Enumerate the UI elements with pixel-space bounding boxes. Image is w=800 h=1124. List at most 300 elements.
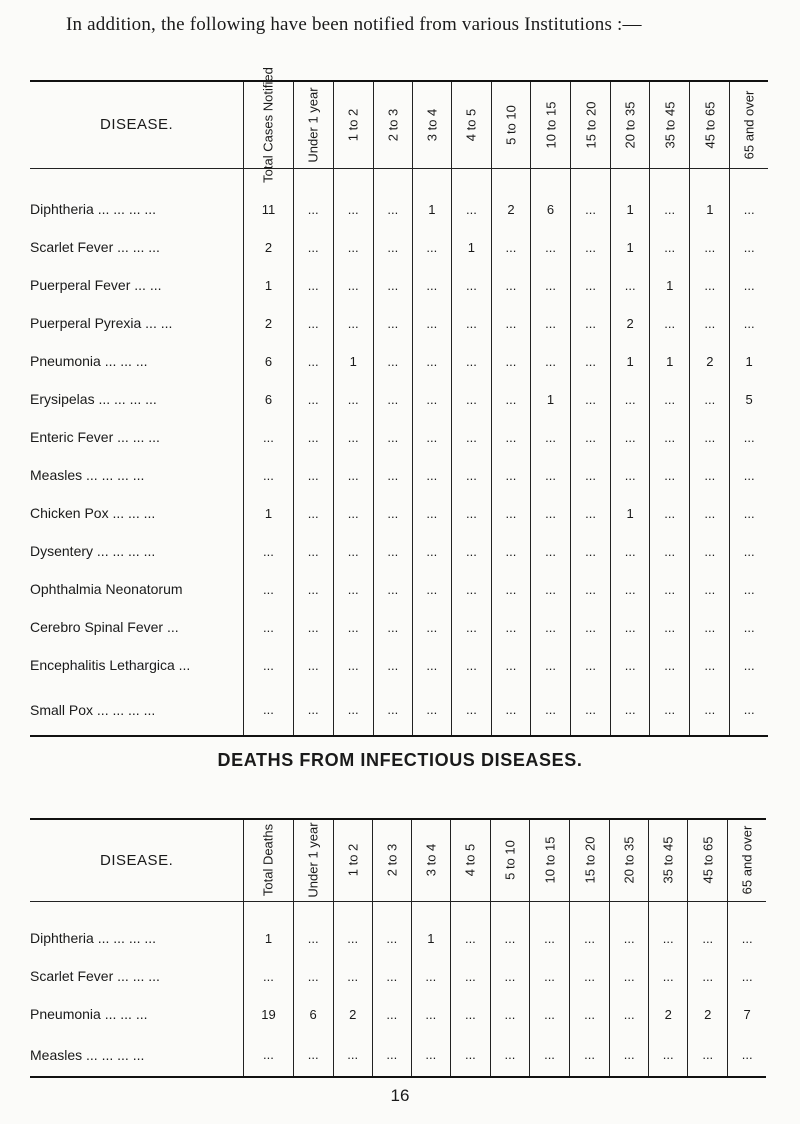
column-header bbox=[649, 819, 688, 901]
table-cell: ... bbox=[530, 304, 570, 342]
table-cell: ... bbox=[571, 304, 611, 342]
table-cell: ... bbox=[530, 570, 570, 608]
disease-name: Measles ... ... ... ... bbox=[30, 1033, 244, 1077]
table-cell: ... bbox=[412, 570, 451, 608]
table-cell: 1 bbox=[611, 494, 650, 532]
column-header-label: 65 and over bbox=[739, 825, 755, 895]
table-cell: ... bbox=[450, 901, 490, 957]
table-row bbox=[30, 957, 766, 995]
disease-name: Pneumonia ... ... ... bbox=[30, 353, 148, 369]
disease-name: Erysipelas ... ... ... ... bbox=[30, 391, 157, 407]
table-cell: ... bbox=[293, 228, 333, 266]
column-header bbox=[530, 81, 570, 168]
table-row bbox=[30, 266, 768, 304]
column-header-label: Total Deaths bbox=[260, 824, 276, 897]
disease-name: Pneumonia ... ... ... bbox=[30, 1006, 148, 1022]
table-cell: ... bbox=[610, 995, 649, 1033]
table-cell: ... bbox=[491, 228, 530, 266]
table-row bbox=[30, 456, 768, 494]
table-cell: ... bbox=[412, 532, 451, 570]
disease-name: Puerperal Fever ... ... bbox=[30, 277, 162, 293]
table-cell: ... bbox=[730, 494, 768, 532]
disease-name: Scarlet Fever ... ... ... bbox=[30, 968, 160, 984]
table-cell: ... bbox=[244, 646, 293, 684]
table-cell: ... bbox=[293, 266, 333, 304]
table-cell: ... bbox=[530, 532, 570, 570]
column-header-label: 35 to 45 bbox=[660, 836, 676, 884]
table-cell: ... bbox=[570, 1033, 610, 1077]
table-cell: ... bbox=[373, 532, 412, 570]
column-header bbox=[728, 819, 766, 901]
table-cell: ... bbox=[649, 901, 688, 957]
table-cell: ... bbox=[570, 995, 610, 1033]
table-row bbox=[30, 494, 768, 532]
column-header-label: 2 to 3 bbox=[385, 108, 401, 142]
table-cell: ... bbox=[690, 494, 730, 532]
column-header-label: 35 to 45 bbox=[662, 101, 678, 149]
table-row bbox=[30, 570, 768, 608]
table-cell: ... bbox=[451, 418, 491, 456]
table-row bbox=[30, 304, 768, 342]
table-cell: ... bbox=[451, 304, 491, 342]
table-cell: ... bbox=[293, 901, 333, 957]
column-header-label: 20 to 35 bbox=[622, 101, 638, 149]
table-cell: ... bbox=[690, 418, 730, 456]
table-cell: ... bbox=[650, 456, 690, 494]
table-cell: 2 bbox=[690, 342, 730, 380]
table-cell: ... bbox=[333, 228, 373, 266]
table-cell: ... bbox=[650, 608, 690, 646]
table-row bbox=[30, 646, 768, 684]
column-header-label: 15 to 20 bbox=[583, 101, 599, 149]
table-cell: ... bbox=[690, 684, 730, 736]
column-header-label: Total Cases Notified bbox=[260, 66, 276, 183]
table-cell: ... bbox=[412, 228, 451, 266]
table-cell: ... bbox=[650, 646, 690, 684]
table-cell: ... bbox=[611, 684, 650, 736]
table-cell: 1 bbox=[411, 901, 450, 957]
table-cell: 1 bbox=[530, 380, 570, 418]
table-cell: ... bbox=[491, 684, 530, 736]
table-cell: ... bbox=[293, 494, 333, 532]
table-cell: ... bbox=[333, 957, 372, 995]
table-cell: ... bbox=[412, 456, 451, 494]
table-row bbox=[30, 342, 768, 380]
table-cell: ... bbox=[530, 608, 570, 646]
table-cell: ... bbox=[333, 380, 373, 418]
table-cell: ... bbox=[530, 684, 570, 736]
column-header bbox=[333, 819, 372, 901]
table-cell: ... bbox=[244, 456, 293, 494]
table-cell: ... bbox=[730, 304, 768, 342]
table-cell: ... bbox=[373, 418, 412, 456]
table-row bbox=[30, 995, 766, 1033]
table-cell: ... bbox=[244, 570, 293, 608]
table-cell: ... bbox=[333, 608, 373, 646]
table-cell: ... bbox=[570, 901, 610, 957]
table-cell: ... bbox=[611, 380, 650, 418]
table-cell: ... bbox=[373, 608, 412, 646]
table-cell: 2 bbox=[244, 304, 293, 342]
column-header bbox=[333, 81, 373, 168]
table-cell: 6 bbox=[293, 995, 333, 1033]
disease-column-header: DISEASE. bbox=[100, 116, 174, 134]
deaths-section-title: DEATHS FROM INFECTIOUS DISEASES. bbox=[217, 750, 583, 770]
disease-name: Diphtheria ... ... ... ... bbox=[30, 930, 157, 947]
column-header bbox=[244, 819, 293, 901]
column-header bbox=[372, 819, 411, 901]
table-cell: ... bbox=[490, 957, 529, 995]
table-cell: ... bbox=[244, 418, 293, 456]
table-cell: ... bbox=[530, 456, 570, 494]
table-cell: ... bbox=[412, 266, 451, 304]
table-cell: ... bbox=[412, 304, 451, 342]
table-cell: ... bbox=[571, 608, 611, 646]
table-cell: ... bbox=[333, 570, 373, 608]
table-cell: ... bbox=[611, 570, 650, 608]
table-cell: ... bbox=[570, 957, 610, 995]
table-cell: ... bbox=[293, 570, 333, 608]
table-cell: 1 bbox=[650, 266, 690, 304]
table-cell: ... bbox=[571, 684, 611, 736]
table-cell: ... bbox=[451, 570, 491, 608]
table-cell: ... bbox=[293, 608, 333, 646]
table-cell: ... bbox=[530, 266, 570, 304]
column-header-label: 10 to 15 bbox=[543, 101, 559, 149]
column-header bbox=[411, 819, 450, 901]
table-cell: ... bbox=[412, 418, 451, 456]
table-cell: ... bbox=[730, 608, 768, 646]
column-header-label: Under 1 year bbox=[305, 822, 321, 898]
table-cell: ... bbox=[690, 532, 730, 570]
column-header bbox=[688, 819, 728, 901]
column-header bbox=[730, 81, 768, 168]
table-cell: 2 bbox=[649, 995, 688, 1033]
table-cell: ... bbox=[730, 684, 768, 736]
table-cell: ... bbox=[688, 901, 728, 957]
table-cell: ... bbox=[491, 304, 530, 342]
table-cell: ... bbox=[451, 684, 491, 736]
table-cell: ... bbox=[490, 1033, 529, 1077]
table-cell: ... bbox=[451, 646, 491, 684]
column-header bbox=[611, 81, 650, 168]
table-cell: 1 bbox=[244, 266, 293, 304]
table-cell: ... bbox=[373, 228, 412, 266]
table-cell: ... bbox=[373, 380, 412, 418]
table-cell: ... bbox=[244, 957, 293, 995]
table-cell: ... bbox=[293, 646, 333, 684]
table-cell: ... bbox=[491, 418, 530, 456]
column-header bbox=[293, 81, 333, 168]
column-header-label: 1 to 2 bbox=[345, 108, 361, 142]
column-header-label: Under 1 year bbox=[305, 87, 321, 163]
table-cell: ... bbox=[491, 532, 530, 570]
table-cell: ... bbox=[730, 266, 768, 304]
column-header-label: 45 to 65 bbox=[700, 836, 716, 884]
table-cell: ... bbox=[650, 684, 690, 736]
table-row bbox=[30, 228, 768, 266]
table-cell: 1 bbox=[451, 228, 491, 266]
table-cell: ... bbox=[333, 456, 373, 494]
table-cell: ... bbox=[571, 342, 611, 380]
table-cell: ... bbox=[333, 168, 373, 228]
column-header-label: 45 to 65 bbox=[702, 101, 718, 149]
table-cell: ... bbox=[373, 168, 412, 228]
disease-name: Scarlet Fever ... ... ... bbox=[30, 239, 160, 255]
table-cell: 2 bbox=[244, 228, 293, 266]
table-cell: ... bbox=[728, 901, 766, 957]
table-cell: ... bbox=[530, 494, 570, 532]
table-cell: ... bbox=[373, 456, 412, 494]
column-header bbox=[490, 819, 529, 901]
table-row bbox=[30, 532, 768, 570]
table-row bbox=[30, 684, 768, 736]
table-cell: ... bbox=[610, 957, 649, 995]
column-header-label: 2 to 3 bbox=[384, 843, 400, 877]
table-cell: ... bbox=[412, 380, 451, 418]
table-cell: 1 bbox=[244, 494, 293, 532]
table-cell: 2 bbox=[611, 304, 650, 342]
table-cell: ... bbox=[530, 418, 570, 456]
table-cell: 1 bbox=[611, 228, 650, 266]
column-header-label: 1 to 2 bbox=[345, 843, 361, 877]
table-cell: ... bbox=[490, 901, 529, 957]
table-cell: ... bbox=[293, 380, 333, 418]
table-cell: 6 bbox=[530, 168, 570, 228]
disease-name: Enteric Fever ... ... ... bbox=[30, 429, 160, 445]
table-cell: ... bbox=[571, 456, 611, 494]
table-cell: ... bbox=[491, 494, 530, 532]
column-header-label: 4 to 5 bbox=[463, 108, 479, 142]
table-cell: ... bbox=[293, 532, 333, 570]
table-cell: ... bbox=[571, 380, 611, 418]
table-cell: 1 bbox=[611, 342, 650, 380]
table-cell: ... bbox=[491, 342, 530, 380]
table-cell: ... bbox=[293, 168, 333, 228]
column-header-label: 3 to 4 bbox=[423, 843, 439, 877]
table-cell: 7 bbox=[728, 995, 766, 1033]
table-cell: ... bbox=[451, 168, 491, 228]
table-cell: 1 bbox=[730, 342, 768, 380]
table-cell: ... bbox=[333, 684, 373, 736]
table-cell: ... bbox=[293, 304, 333, 342]
table-cell: ... bbox=[688, 957, 728, 995]
table-cell: 1 bbox=[650, 342, 690, 380]
page-number: 16 bbox=[390, 1086, 410, 1105]
disease-name: Measles ... ... ... ... bbox=[30, 467, 145, 483]
table-cell: 2 bbox=[688, 995, 728, 1033]
table-cell: ... bbox=[451, 532, 491, 570]
table-cell: ... bbox=[571, 570, 611, 608]
table-row bbox=[30, 1033, 766, 1077]
table-cell: ... bbox=[490, 995, 529, 1033]
table-cell: 1 bbox=[412, 168, 451, 228]
table-cell: ... bbox=[333, 646, 373, 684]
column-header bbox=[610, 819, 649, 901]
table-cell: ... bbox=[372, 901, 411, 957]
table-cell: ... bbox=[372, 957, 411, 995]
table-cell: ... bbox=[333, 1033, 372, 1077]
table-cell: ... bbox=[411, 995, 450, 1033]
column-header-label: 10 to 15 bbox=[542, 836, 557, 884]
table-cell: ... bbox=[690, 456, 730, 494]
table-cell: ... bbox=[650, 380, 690, 418]
table-cell: ... bbox=[373, 570, 412, 608]
table-cell: ... bbox=[690, 570, 730, 608]
table-cell: ... bbox=[491, 266, 530, 304]
table-cell: ... bbox=[650, 570, 690, 608]
table-cell: 5 bbox=[730, 380, 768, 418]
column-header bbox=[373, 81, 412, 168]
table-cell: ... bbox=[412, 608, 451, 646]
table-cell: ... bbox=[730, 418, 768, 456]
table-cell: ... bbox=[690, 304, 730, 342]
table-cell: ... bbox=[373, 266, 412, 304]
table-cell: ... bbox=[451, 342, 491, 380]
table-cell: ... bbox=[373, 342, 412, 380]
table-cell: ... bbox=[412, 646, 451, 684]
table-cell: ... bbox=[293, 418, 333, 456]
disease-name: Encephalitis Lethargica ... bbox=[30, 657, 191, 673]
table-cell: ... bbox=[412, 684, 451, 736]
table-cell: ... bbox=[571, 266, 611, 304]
table-row bbox=[30, 608, 768, 646]
column-header-label: 5 to 10 bbox=[502, 840, 518, 881]
column-header bbox=[529, 819, 569, 901]
table-cell: ... bbox=[450, 957, 490, 995]
table-cell: ... bbox=[530, 342, 570, 380]
table-cell: ... bbox=[571, 532, 611, 570]
table-cell: ... bbox=[728, 1033, 766, 1077]
table-cell: ... bbox=[373, 494, 412, 532]
column-header bbox=[570, 819, 610, 901]
table-cell: ... bbox=[690, 228, 730, 266]
intro-text: In addition, the following have been notified from various Institutions :— bbox=[66, 14, 642, 35]
table-cell: ... bbox=[529, 957, 569, 995]
table-cell: ... bbox=[529, 901, 569, 957]
table-row bbox=[30, 380, 768, 418]
disease-name: Diphtheria ... ... ... ... bbox=[30, 201, 157, 218]
disease-name: Cerebro Spinal Fever ... bbox=[30, 619, 179, 635]
table-cell: ... bbox=[244, 532, 293, 570]
table-cell: ... bbox=[293, 957, 333, 995]
disease-name: Small Pox ... ... ... ... bbox=[30, 684, 244, 736]
table-cell: ... bbox=[571, 228, 611, 266]
table-row bbox=[30, 168, 768, 228]
table-cell: ... bbox=[611, 266, 650, 304]
table-cell: ... bbox=[649, 1033, 688, 1077]
disease-column-header: DISEASE. bbox=[100, 851, 174, 869]
column-header-label: 20 to 35 bbox=[621, 836, 637, 884]
table-row bbox=[30, 901, 766, 957]
table-cell: ... bbox=[730, 456, 768, 494]
column-header bbox=[451, 81, 491, 168]
table-cell: 6 bbox=[244, 342, 293, 380]
table-cell: ... bbox=[529, 1033, 569, 1077]
table-cell: 2 bbox=[491, 168, 530, 228]
table-cell: ... bbox=[451, 494, 491, 532]
table-cell: ... bbox=[571, 646, 611, 684]
table-cell: ... bbox=[571, 168, 611, 228]
table-cell: ... bbox=[730, 532, 768, 570]
table-cell: 1 bbox=[333, 342, 373, 380]
table-cell: ... bbox=[650, 494, 690, 532]
table-cell: ... bbox=[244, 608, 293, 646]
column-header-label: 3 to 4 bbox=[424, 108, 440, 142]
column-header-label: 15 to 20 bbox=[582, 836, 598, 884]
table-cell: ... bbox=[450, 995, 490, 1033]
deaths-table bbox=[30, 818, 766, 1078]
table-cell: ... bbox=[491, 380, 530, 418]
table-cell: ... bbox=[491, 456, 530, 494]
table-cell: ... bbox=[293, 1033, 333, 1077]
table-cell: ... bbox=[244, 1033, 293, 1077]
column-header bbox=[491, 81, 530, 168]
column-header bbox=[571, 81, 611, 168]
table-cell: ... bbox=[650, 532, 690, 570]
table-cell: ... bbox=[688, 1033, 728, 1077]
column-header-label: 4 to 5 bbox=[462, 843, 478, 877]
table-cell: ... bbox=[571, 494, 611, 532]
table-cell: ... bbox=[491, 570, 530, 608]
table-cell: ... bbox=[372, 995, 411, 1033]
notified-cases-table bbox=[30, 66, 768, 737]
column-header bbox=[244, 66, 293, 183]
table-cell: ... bbox=[372, 1033, 411, 1077]
table-cell: ... bbox=[451, 380, 491, 418]
disease-name: Chicken Pox ... ... ... bbox=[30, 505, 156, 521]
table-cell: ... bbox=[611, 608, 650, 646]
table-cell: ... bbox=[611, 532, 650, 570]
table-cell: ... bbox=[649, 957, 688, 995]
table-cell: ... bbox=[530, 228, 570, 266]
table-cell: ... bbox=[333, 494, 373, 532]
table-cell: ... bbox=[728, 957, 766, 995]
disease-name: Dysentery ... ... ... ... bbox=[30, 543, 156, 559]
table-cell: ... bbox=[333, 304, 373, 342]
table-cell: ... bbox=[333, 418, 373, 456]
table-cell: ... bbox=[650, 168, 690, 228]
table-cell: ... bbox=[610, 901, 649, 957]
table-cell: ... bbox=[690, 380, 730, 418]
column-header bbox=[293, 819, 333, 901]
table-cell: ... bbox=[690, 266, 730, 304]
table-cell: ... bbox=[333, 901, 372, 957]
disease-name: Ophthalmia Neonatorum bbox=[30, 581, 183, 597]
table-cell: ... bbox=[571, 418, 611, 456]
column-header bbox=[650, 81, 690, 168]
disease-name: Puerperal Pyrexia ... ... bbox=[30, 315, 173, 331]
table-cell: ... bbox=[730, 228, 768, 266]
table-cell: ... bbox=[412, 494, 451, 532]
column-header bbox=[412, 81, 451, 168]
table-cell: ... bbox=[451, 266, 491, 304]
table-cell: ... bbox=[690, 646, 730, 684]
table-cell: ... bbox=[529, 995, 569, 1033]
table-cell: ... bbox=[293, 456, 333, 494]
table-cell: ... bbox=[530, 646, 570, 684]
table-cell: ... bbox=[411, 957, 450, 995]
table-cell: 2 bbox=[333, 995, 372, 1033]
column-header-label: 5 to 10 bbox=[503, 104, 519, 145]
table-cell: 6 bbox=[244, 380, 293, 418]
table-cell: ... bbox=[451, 456, 491, 494]
column-header bbox=[450, 819, 490, 901]
table-cell: ... bbox=[650, 418, 690, 456]
table-cell: 1 bbox=[244, 901, 293, 957]
table-cell: ... bbox=[650, 228, 690, 266]
table-cell: ... bbox=[373, 646, 412, 684]
